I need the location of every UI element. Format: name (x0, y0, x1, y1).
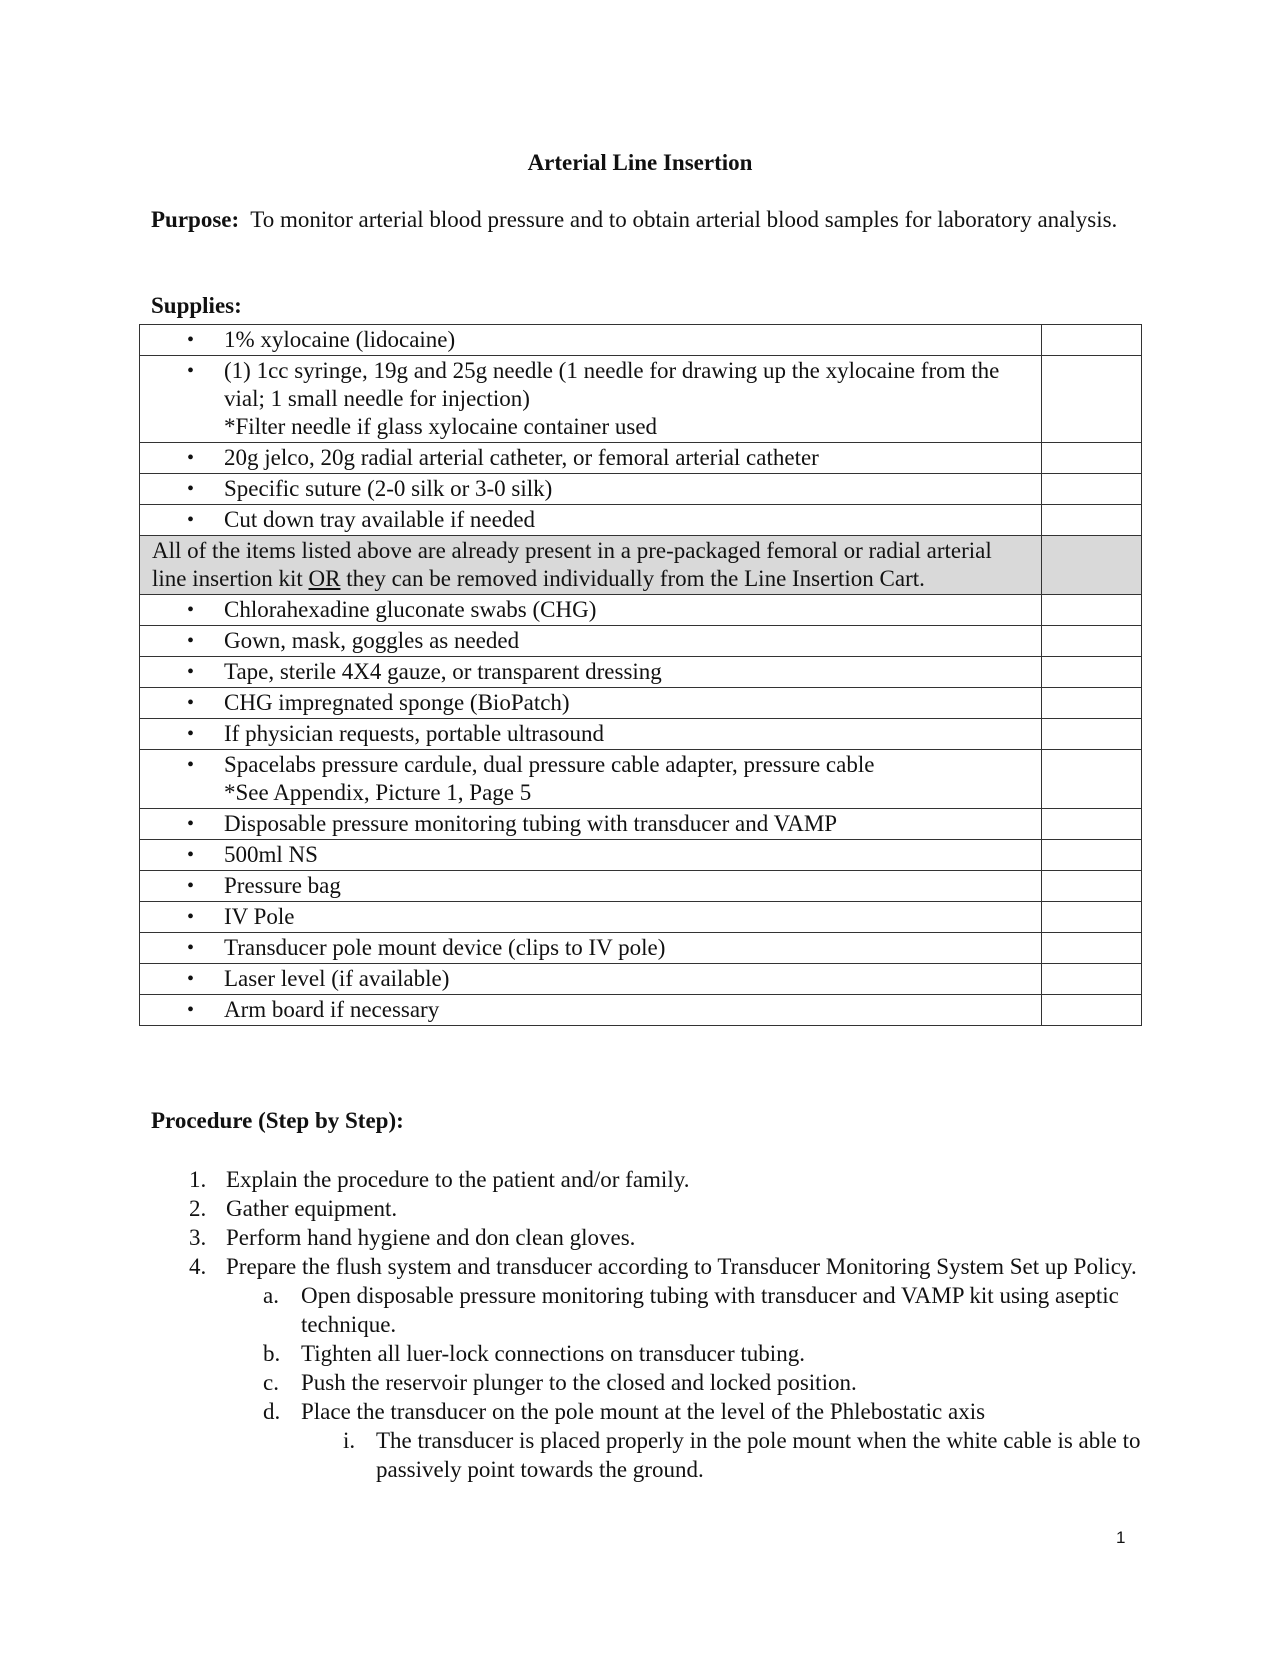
checkbox-cell (1042, 964, 1142, 995)
supply-item (140, 688, 1042, 719)
checkbox-cell (1042, 505, 1142, 536)
checkbox-cell (1042, 474, 1142, 505)
bullet-icon: • (187, 999, 195, 1021)
bullet-icon: • (187, 937, 195, 959)
substep-item: c. Push the reservoir plunger to the closed and locked position. (263, 1370, 857, 1395)
supply-row (140, 871, 1142, 902)
purpose-text: To monitor arterial blood pressure and to obtain arterial blood samples for laboratory analysis. (250, 207, 1118, 232)
supply-item-text: Disposable pressure monitoring tubing with transducer and VAMP (224, 811, 838, 836)
supply-item-text: 500ml NS (224, 842, 318, 867)
supply-item-text: Transducer pole mount device (clips to IV pole) (224, 935, 666, 960)
supply-item-text: *See Appendix, Picture 1, Page 5 (224, 780, 532, 805)
procedure-steps (151, 1165, 1151, 1484)
supply-row (140, 933, 1142, 964)
supply-item (140, 871, 1042, 902)
supply-row (140, 750, 1142, 809)
supply-row (140, 595, 1142, 626)
bullet-icon: • (187, 509, 195, 531)
step-item: 3. Perform hand hygiene and don clean gloves. (189, 1225, 636, 1250)
checkbox-cell (1042, 536, 1142, 595)
supply-item (140, 657, 1042, 688)
bullet-icon: • (187, 875, 195, 897)
supply-item-text: IV Pole (224, 904, 295, 929)
supply-item-text: 1% xylocaine (lidocaine) (224, 327, 456, 352)
supply-item (140, 356, 1042, 443)
procedure-heading: Procedure (Step by Step): (151, 1108, 404, 1133)
bullet-icon: • (187, 813, 195, 835)
supply-item (140, 995, 1042, 1026)
supply-item-text: If physician requests, portable ultrasound (224, 721, 605, 746)
supply-item-text: Cut down tray available if needed (224, 507, 536, 532)
purpose-label: Purpose: (151, 207, 240, 232)
supply-note-row (140, 536, 1142, 595)
supply-item (140, 902, 1042, 933)
bullet-icon: • (187, 754, 195, 776)
supply-item (140, 719, 1042, 750)
supply-row (140, 840, 1142, 871)
checkbox-cell (1042, 688, 1142, 719)
supply-row (140, 719, 1142, 750)
checkbox-cell (1042, 995, 1142, 1026)
supply-item (140, 505, 1042, 536)
supply-item-text: Spacelabs pressure cardule, dual pressure cable adapter, pressure cable (224, 752, 875, 777)
supply-item (140, 325, 1042, 356)
supply-row (140, 688, 1142, 719)
supply-item-text: (1) 1cc syringe, 19g and 25g needle (1 needle for drawing up the xylocaine from the vial; 1 small needle for injection) (224, 358, 1000, 411)
supply-item-text: Specific suture (2-0 silk or 3-0 silk) (224, 476, 553, 501)
supply-item-text: Arm board if necessary (224, 997, 440, 1022)
supply-item-text: CHG impregnated sponge (BioPatch) (224, 690, 570, 715)
supply-row (140, 964, 1142, 995)
supply-row (140, 474, 1142, 505)
checkbox-cell (1042, 626, 1142, 657)
substep-item: d. Place the transducer on the pole mount at the level of the Phlebostatic axis (263, 1399, 986, 1424)
supply-row (140, 356, 1142, 443)
checkbox-cell (1042, 809, 1142, 840)
purpose-paragraph (151, 205, 1136, 234)
supplies-table (139, 324, 1142, 1026)
bullet-icon: • (187, 661, 195, 683)
supply-item-text: Tape, sterile 4X4 gauze, or transparent dressing (224, 659, 662, 684)
checkbox-cell (1042, 356, 1142, 443)
supply-item-text: Gown, mask, goggles as needed (224, 628, 520, 653)
bullet-icon: • (187, 329, 195, 351)
step-item: 2. Gather equipment. (189, 1196, 398, 1221)
supply-row (140, 325, 1142, 356)
supply-item-text: *Filter needle if glass xylocaine container used (224, 414, 658, 439)
page-number: 1 (1116, 1528, 1126, 1547)
bullet-icon: • (187, 906, 195, 928)
supplies-heading: Supplies: (151, 293, 242, 318)
supply-row (140, 626, 1142, 657)
supply-item (140, 809, 1042, 840)
supply-item (140, 626, 1042, 657)
supply-item (140, 443, 1042, 474)
checkbox-cell (1042, 871, 1142, 902)
substep-item: a. Open disposable pressure monitoring tubing with transducer and VAMP kit using aseptic technique. (263, 1283, 1119, 1337)
supply-item (140, 474, 1042, 505)
checkbox-cell (1042, 719, 1142, 750)
bullet-icon: • (187, 447, 195, 469)
supply-row (140, 505, 1142, 536)
bullet-icon: • (187, 844, 195, 866)
document-title: Arterial Line Insertion (527, 150, 753, 175)
checkbox-cell (1042, 657, 1142, 688)
bullet-icon: • (187, 630, 195, 652)
supply-row (140, 657, 1142, 688)
bullet-icon: • (187, 723, 195, 745)
bullet-icon: • (187, 968, 195, 990)
supply-item (140, 840, 1042, 871)
supply-row (140, 809, 1142, 840)
supply-item (140, 750, 1042, 809)
supply-item (140, 933, 1042, 964)
checkbox-cell (1042, 443, 1142, 474)
supply-item (140, 595, 1042, 626)
supply-item-text: Pressure bag (224, 873, 341, 898)
checkbox-cell (1042, 933, 1142, 964)
step-item: 1. Explain the procedure to the patient and/or family. (189, 1167, 690, 1192)
checkbox-cell (1042, 325, 1142, 356)
supply-note: All of the items listed above are already present in a pre-packaged femoral or radial arterial line insertion kit OR they can be removed individually from the Line Insertion Cart. (140, 536, 1042, 595)
checkbox-cell (1042, 595, 1142, 626)
supply-item-text: 20g jelco, 20g radial arterial catheter, or femoral arterial catheter (224, 445, 819, 470)
substep-item: b. Tighten all luer-lock connections on transducer tubing. (263, 1341, 805, 1366)
checkbox-cell (1042, 750, 1142, 809)
bullet-icon: • (187, 692, 195, 714)
supply-item-text: Chlorahexadine gluconate swabs (CHG) (224, 597, 597, 622)
supply-row (140, 443, 1142, 474)
supply-item (140, 964, 1042, 995)
bullet-icon: • (187, 360, 195, 382)
bullet-icon: • (187, 478, 195, 500)
checkbox-cell (1042, 840, 1142, 871)
supply-row (140, 995, 1142, 1026)
bullet-icon: • (187, 599, 195, 621)
subsubstep-item: i. The transducer is placed properly in the pole mount when the white cable is able to passively point towards the ground. (343, 1428, 1141, 1482)
supply-item-text: Laser level (if available) (224, 966, 450, 991)
step-item: 4. Prepare the flush system and transducer according to Transducer Monitoring System Set up Policy. (189, 1254, 1137, 1279)
supply-row (140, 902, 1142, 933)
checkbox-cell (1042, 902, 1142, 933)
